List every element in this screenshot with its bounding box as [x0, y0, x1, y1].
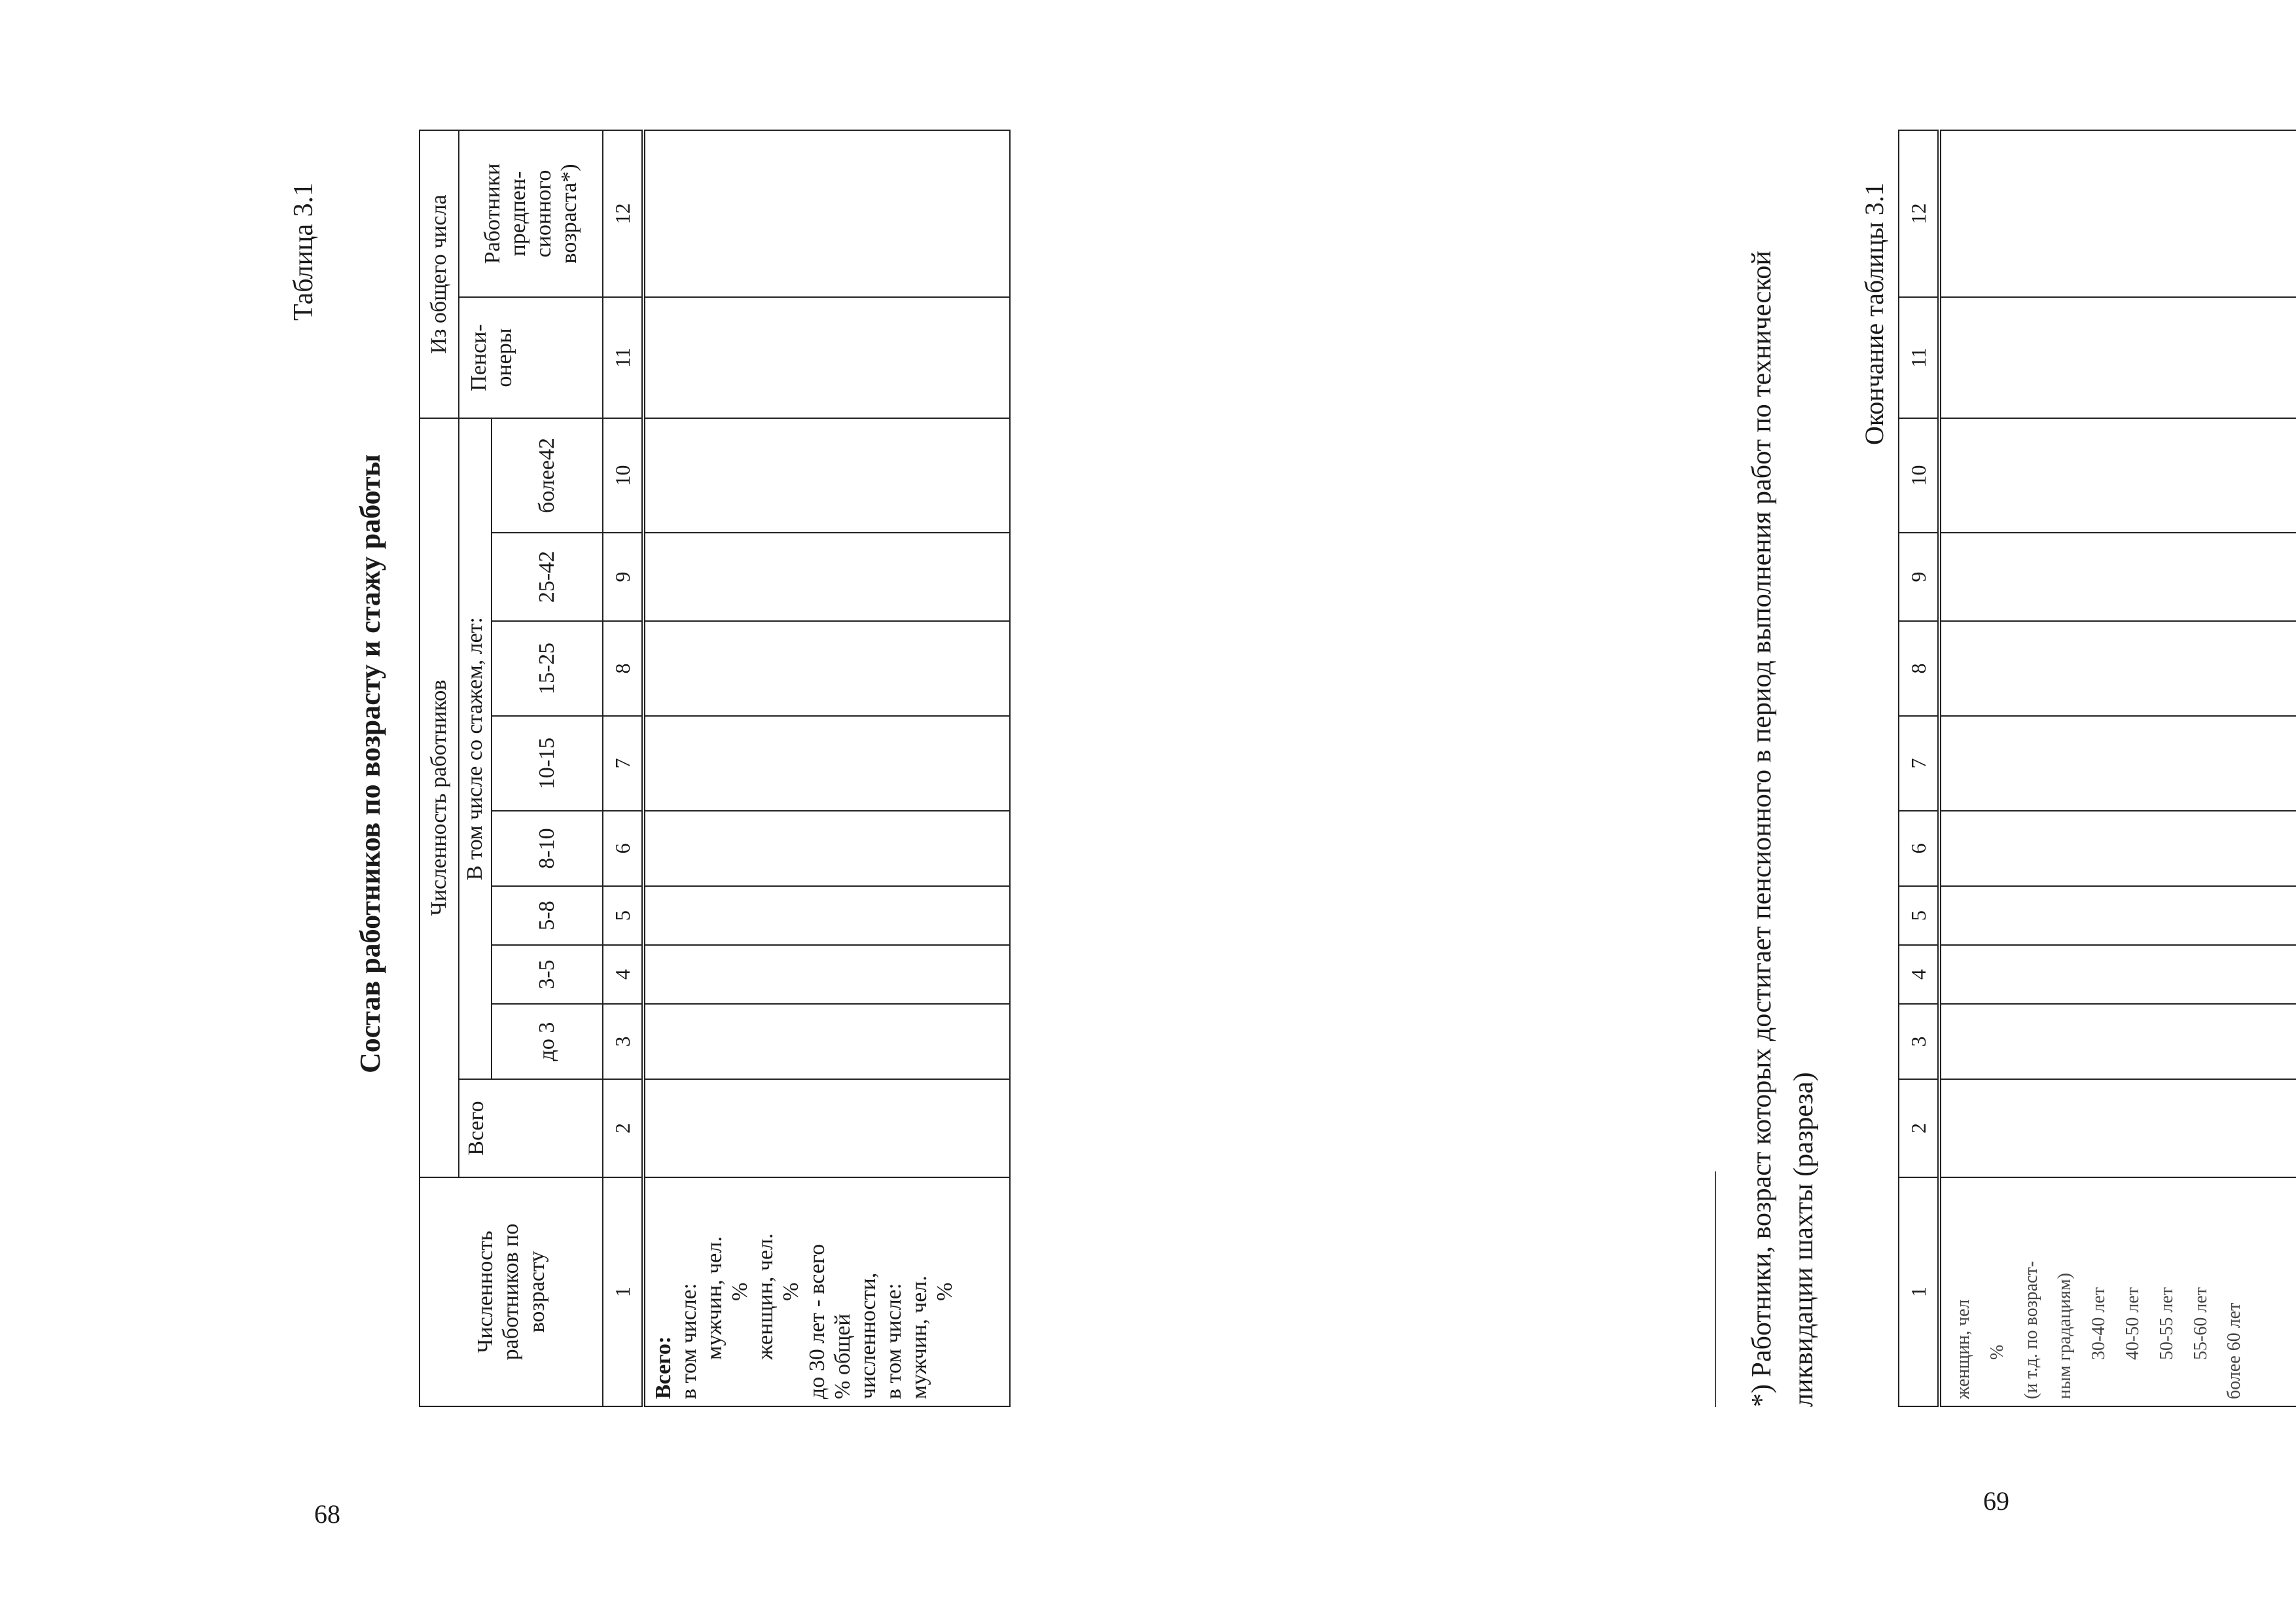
col-number: 7: [603, 716, 643, 811]
col-number: 12: [1899, 130, 1939, 297]
stub-line: 30-40 лет: [2089, 1287, 2109, 1360]
data-cell[interactable]: [643, 130, 1010, 297]
data-cell[interactable]: [643, 297, 1010, 418]
data-cell[interactable]: [643, 811, 1010, 886]
data-cell[interactable]: [1939, 621, 2296, 716]
stub-line: численности,: [855, 1272, 880, 1399]
data-cell[interactable]: [1939, 716, 2296, 811]
stub-line: %: [779, 1282, 804, 1301]
continuation-table-wrap: [1898, 131, 2296, 1407]
data-cell[interactable]: [1939, 130, 2296, 297]
col-number: 6: [1899, 811, 1939, 886]
stub-line: ным градациям): [2054, 1273, 2075, 1399]
col-number: 5: [1899, 886, 1939, 945]
stub-line: мужчин, чел.: [702, 1236, 727, 1360]
stub-line: Всего:: [651, 1336, 675, 1399]
col-number: 11: [1899, 297, 1939, 418]
data-cell[interactable]: [643, 716, 1010, 811]
continuation-table: [1898, 130, 2296, 1407]
continuation-label: Окончание таблицы 3.1: [1859, 183, 1889, 445]
data-cell[interactable]: [1939, 1004, 2296, 1079]
header-total: Всего: [459, 1079, 603, 1177]
col-number: 3: [603, 1004, 643, 1079]
col-number: 5: [603, 886, 643, 945]
stub-line: 40-50 лет: [2122, 1287, 2143, 1360]
data-cell[interactable]: [1939, 886, 2296, 945]
stub-line: мужчин, чел.: [906, 1275, 931, 1399]
row-stub: [643, 1177, 1010, 1406]
data-cell[interactable]: [643, 621, 1010, 716]
col-number: 8: [603, 621, 643, 716]
col-number: 4: [1899, 945, 1939, 1004]
stub-line: до 30 лет - всего: [804, 1243, 829, 1399]
row-stub: [1939, 1177, 2296, 1406]
col-number: 9: [603, 533, 643, 621]
header-stazh-3: 5-8: [492, 886, 603, 945]
stub-line: в том числе:: [677, 1283, 702, 1399]
data-cell[interactable]: [643, 418, 1010, 533]
header-stazh-7: 25-42: [492, 533, 603, 621]
table-title: Состав работников по возрасту и стажу работы: [354, 454, 386, 1073]
col-number: 3: [1899, 1004, 1939, 1079]
data-cell[interactable]: [1939, 297, 2296, 418]
main-table: [419, 130, 1011, 1407]
col-number: 8: [1899, 621, 1939, 716]
header-stazh-5: 10-15: [492, 716, 603, 811]
header-stazh-2: 3-5: [492, 945, 603, 1004]
page-number-right: 69: [1983, 1486, 2009, 1516]
header-stazh-4: 8-10: [492, 811, 603, 886]
col-number: 9: [1899, 533, 1939, 621]
footnote-separator: [1715, 1171, 1716, 1407]
stub-line: более 60 лет: [2224, 1302, 2245, 1399]
stub-line: 55-60 лет: [2190, 1287, 2211, 1360]
stub-line: женщин, чел.: [753, 1233, 778, 1360]
stub-line: %: [933, 1282, 958, 1301]
stub-line: %: [1986, 1344, 2007, 1360]
header-group-iz: Из общего числа: [420, 130, 459, 418]
page-number-left: 68: [314, 1499, 340, 1529]
header-stazh-8: более42: [492, 418, 603, 533]
stub-line: (и т.д. по возраст-: [2020, 1260, 2041, 1399]
header-col1: Численность работников по возрасту: [420, 1177, 603, 1406]
header-stazh-6: 15-25: [492, 621, 603, 716]
data-cell[interactable]: [1939, 1079, 2296, 1177]
col-number: 1: [1899, 1177, 1939, 1406]
data-cell[interactable]: [1939, 533, 2296, 621]
header-stazh-1: до 3: [492, 1004, 603, 1079]
stub-line: % общей: [830, 1313, 855, 1399]
col-number: 7: [1899, 716, 1939, 811]
col-number: 1: [603, 1177, 643, 1406]
data-cell[interactable]: [643, 886, 1010, 945]
header-pensioners: Пенси-онеры: [459, 297, 603, 418]
col-number: 11: [603, 297, 643, 418]
col-number: 2: [603, 1079, 643, 1177]
data-cell[interactable]: [643, 533, 1010, 621]
header-prepension: Работники предпен-сионного возраста*): [459, 130, 603, 297]
col-number: 2: [1899, 1079, 1939, 1177]
data-cell[interactable]: [1939, 811, 2296, 886]
footnote-text: *) Работники, возраст которых достигает пенсионного в период выполнения работ по технической ликвидации шахты (разреза): [1747, 251, 1819, 1407]
table-label: Таблица 3.1: [289, 182, 319, 321]
data-cell[interactable]: [643, 1079, 1010, 1177]
right-page: [1148, 0, 2296, 1623]
col-number: 10: [1899, 418, 1939, 533]
main-table-wrap: [419, 131, 1011, 1407]
col-number: 12: [603, 130, 643, 297]
col-number: 6: [603, 811, 643, 886]
footnote: [1741, 164, 1825, 1407]
data-cell[interactable]: [1939, 945, 2296, 1004]
header-group-stazh: В том числе со стажем, лет:: [459, 418, 492, 1079]
stub-line: 50-55 лет: [2156, 1287, 2177, 1360]
stub-line: женщин, чел: [1953, 1299, 1973, 1399]
data-cell[interactable]: [1939, 418, 2296, 533]
col-number: 4: [603, 945, 643, 1004]
data-cell[interactable]: [643, 945, 1010, 1004]
data-cell[interactable]: [643, 1004, 1010, 1079]
stub-line: в том числе:: [881, 1283, 906, 1399]
header-group-main: Численность работников: [420, 418, 459, 1177]
col-number: 10: [603, 418, 643, 533]
stub-line: %: [728, 1282, 753, 1301]
